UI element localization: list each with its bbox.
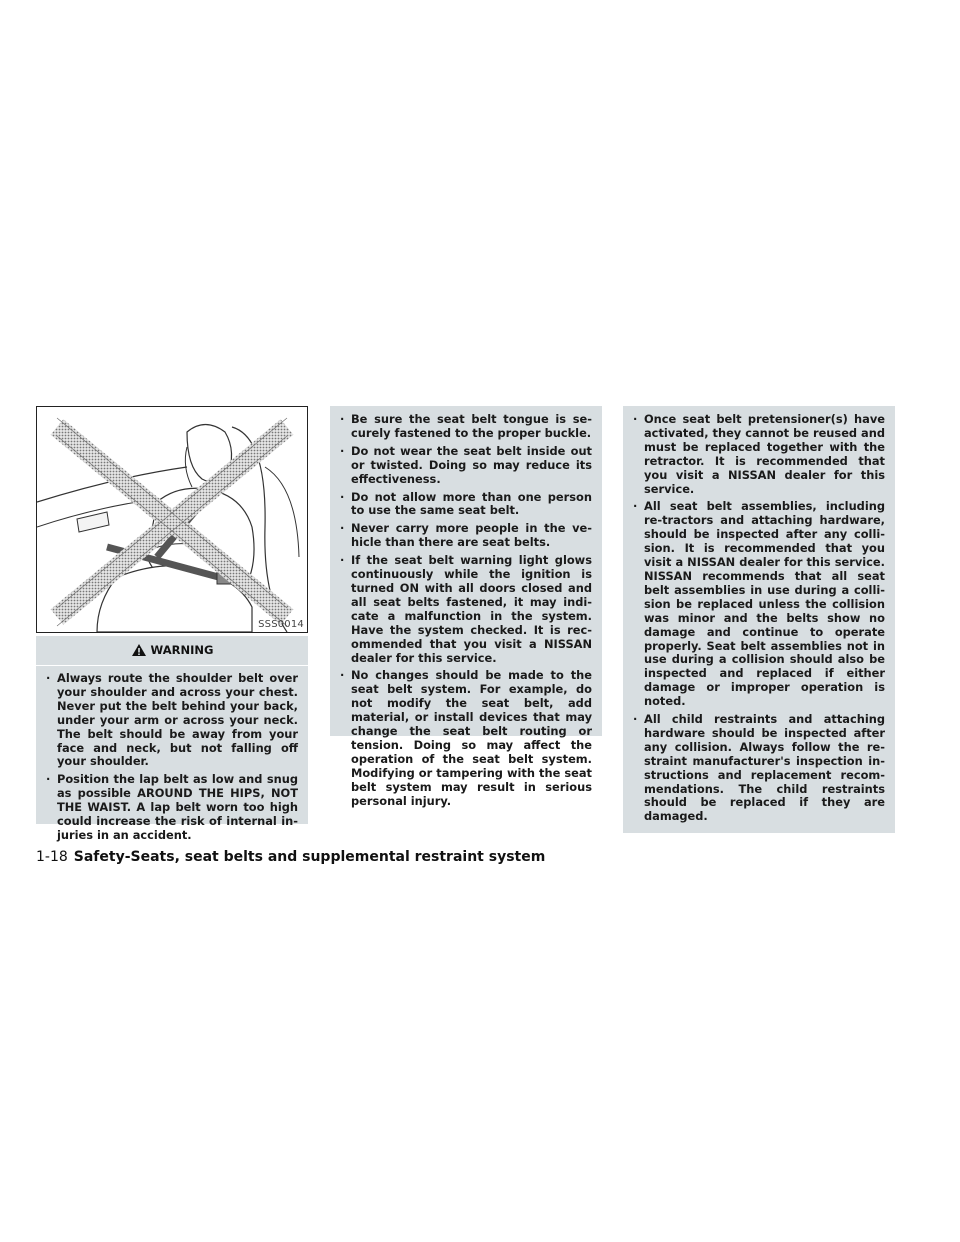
list-item: · No changes should be made to the seat belt system. For example, do not modify the seat belt, add material, or install devices that may change the seat belt routing or tension. Doing so may affect the operation of the seat belt system. Modifying or tampering with the seat belt system may result in serious personal injury. — [340, 668, 592, 808]
warning-panel-col3 — [623, 406, 895, 833]
list-item: · If the seat belt warning light glows continuously while the ignition is turned ON with all doors closed and all seat belts fastened, it may indi-cate a malfunction in the system. Have the system checked. It is rec-ommended that you visit a NISSAN dealer for this service. — [340, 553, 592, 665]
bullet: · — [633, 412, 638, 426]
figure-code: SSS0014 — [258, 619, 304, 630]
seat-belt-wrong-routing-illustration — [37, 407, 307, 632]
bullet: · — [340, 553, 345, 568]
bullet: · — [340, 412, 345, 426]
warning-heading — [46, 643, 298, 657]
bullet: · — [46, 671, 51, 685]
list-item: · Never carry more people in the ve-hicle than there are seat belts. — [340, 521, 592, 550]
page-footer — [36, 849, 545, 865]
warning-list-col3 — [633, 413, 885, 824]
bullet: · — [46, 772, 51, 787]
bullet: · — [340, 668, 345, 683]
bullet: · — [633, 499, 638, 514]
list-item: · Be sure the seat belt tongue is se-curely fastened to the proper buckle. — [340, 412, 592, 440]
list-item: · All seat belt assemblies, including re-tractors and attaching hardware, should be inspected after any colli-sion. It is recommended that you visit a NISSAN dealer for this service. NISSAN recommends that all seat belt assemblies in use during a colli-sion be replaced unless the collision was minor and the belts show no damage and continue to operate properly. Seat belt assemblies not in use during a collision should also be inspected and replaced if either damage or improper operation is noted. — [633, 499, 885, 709]
warning-triangle-icon — [131, 643, 147, 657]
bullet: · — [340, 443, 345, 458]
list-item: · Do not allow more than one person to use the same seat belt. — [340, 489, 592, 518]
warning-label: WARNING — [150, 643, 214, 657]
bullet: · — [340, 489, 345, 504]
warning-panel-col1 — [36, 636, 308, 842]
list-item: · Do not wear the seat belt inside out or twisted. Doing so may reduce its effectiveness. — [340, 443, 592, 486]
warning-list-col2 — [340, 413, 592, 808]
bullet: · — [340, 521, 345, 536]
section-title: Safety-Seats, seat belts and supplemental restraint system — [73, 849, 546, 865]
list-item: · Once seat belt pretensioner(s) have activated, they cannot be reused and must be replaced together with the retractor. It is recommended that you visit a NISSAN dealer for this service. — [633, 412, 885, 496]
list-item: · Position the lap belt as low and snug as possible AROUND THE HIPS, NOT THE WAIST. A lap belt worn too high could increase the risk of internal in-juries in an accident. — [46, 772, 298, 842]
list-item: · Always route the shoulder belt over your shoulder and across your chest. Never put the belt behind your back, under your arm or across your neck. The belt should be away from your face and neck, but not falling off your shoulder. — [46, 671, 298, 769]
seat-belt-figure — [36, 406, 308, 633]
warning-list-col1 — [46, 672, 298, 843]
warning-divider — [36, 665, 308, 666]
list-item: · All child restraints and attaching hardware should be inspected after any collision. Always follow the re-straint manufacturer's inspection in-structions and replacement recom-mendations. The child restraints should be replaced if they are damaged. — [633, 712, 885, 824]
bullet: · — [633, 712, 638, 727]
page-number: 1-18 — [36, 849, 68, 865]
warning-panel-col2 — [330, 406, 602, 808]
